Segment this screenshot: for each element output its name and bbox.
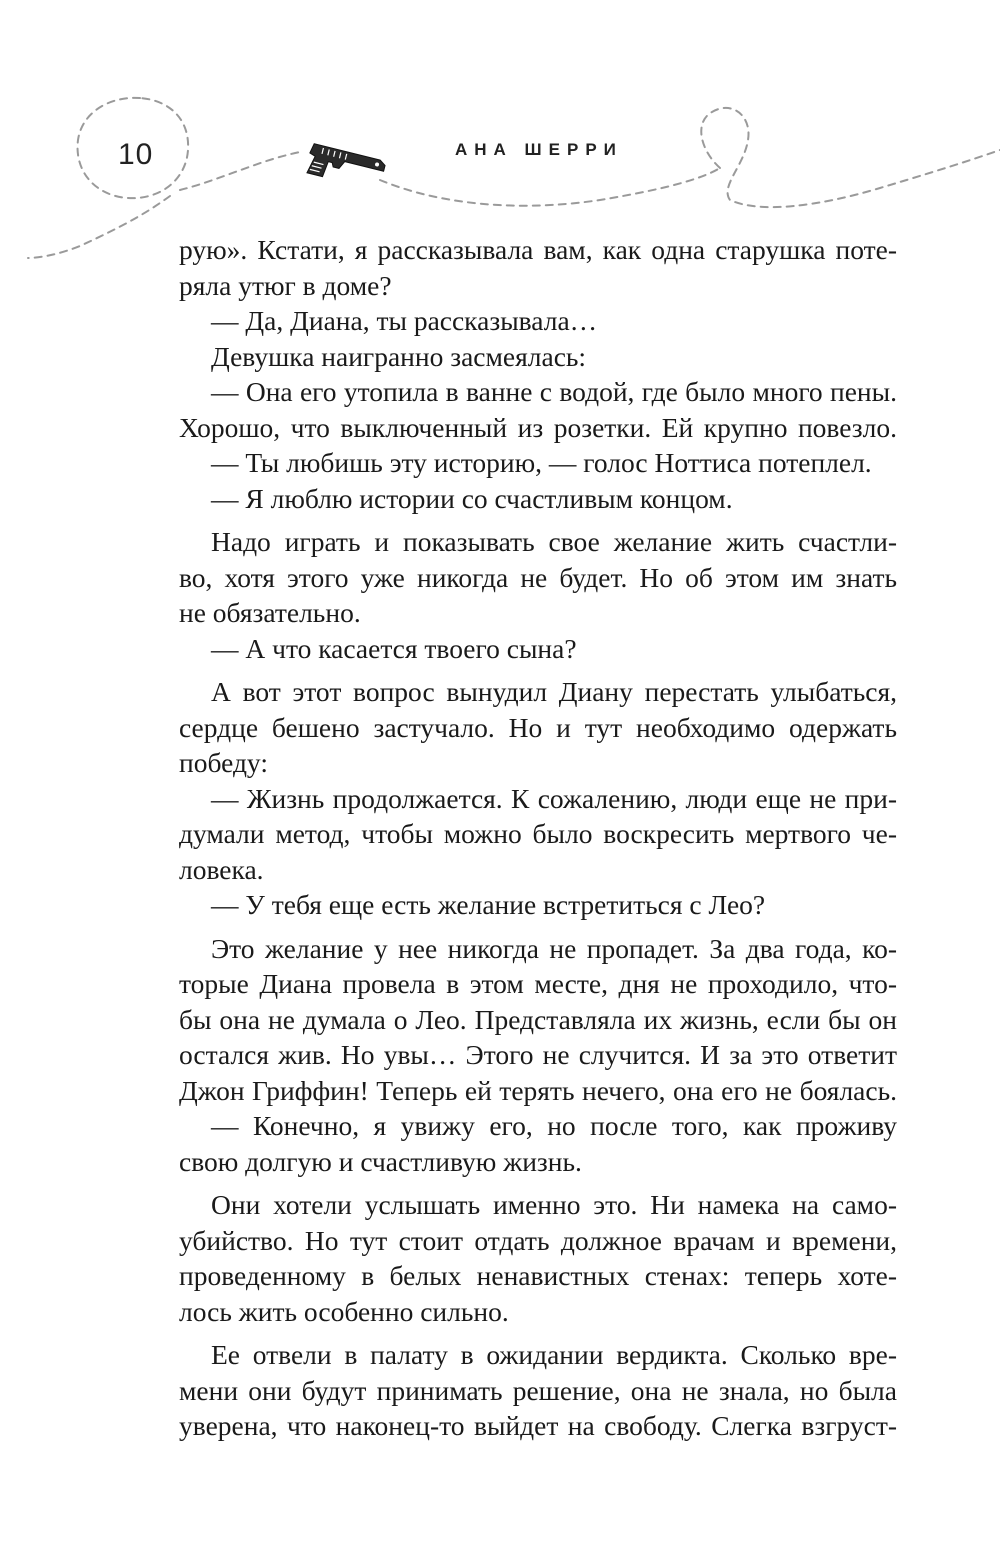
text-line: — Жизнь продолжается. К сожалению, люди еще не при- xyxy=(211,782,897,814)
text-line: мени они будут принимать решение, она не знала, но была xyxy=(179,1374,897,1406)
text-line: думали метод, чтобы можно было воскресить мертвого че- xyxy=(179,818,897,849)
text-line: Они хотели услышать именно это. Ни намека на само- xyxy=(211,1189,897,1220)
text-line: остался жив. Но увы… Этого не случится. И за это ответит xyxy=(179,1039,897,1070)
dashed-trail-left xyxy=(28,196,170,258)
text-line: уверена, что наконец-то выйдет на свободу. Слегка взгруст- xyxy=(179,1410,897,1441)
text-line: — Я люблю истории со счастливым концом. xyxy=(211,482,733,514)
text-line: победу: xyxy=(179,747,268,778)
text-line: проведенному в белых ненавистных стенах: теперь хоте- xyxy=(179,1260,897,1291)
text-line: Ее отвели в палату в ожидании вердикта. Сколько вре- xyxy=(211,1339,897,1370)
text-line: — Да, Диана, ты рассказывала… xyxy=(211,305,598,336)
text-line: ряла утюг в доме? xyxy=(179,269,392,301)
text-line: во, хотя этого уже никогда не будет. Но об этом им знать xyxy=(179,561,897,593)
text-line: Надо играть и показывать свое желание жить счастли- xyxy=(211,526,897,557)
pistol-icon xyxy=(300,140,392,190)
text-line: свою долгую и счастливую жизнь. xyxy=(179,1145,582,1177)
text-line: Хорошо, что выключенный из розетки. Ей крупно повезло. xyxy=(179,411,897,443)
text-line: лось жить особенно сильно. xyxy=(179,1295,509,1327)
text-line: Джон Гриффин! Теперь ей терять нечего, она его не боялась. xyxy=(179,1074,897,1106)
text-line: — Она его утопила в ванне с водой, где было много пены. xyxy=(211,376,897,407)
text-line: Это желание у нее никогда не пропадет. За два года, ко- xyxy=(211,932,897,964)
text-line: рую». Кстати, я рассказывала вам, как одна старушка поте- xyxy=(179,234,897,265)
dashed-trail-middle xyxy=(380,168,720,206)
text-line: А вот этот вопрос вынудил Диану перестать улыбаться, xyxy=(211,676,897,707)
text-line: — Конечно, я увижу его, но после того, как проживу xyxy=(211,1110,897,1141)
dashed-loop-right xyxy=(701,108,1000,207)
text-line: Девушка наигранно засмеялась: xyxy=(211,340,587,372)
text-line: — Ты любишь эту историю, — голос Ноттиса потеплел. xyxy=(211,447,872,478)
text-line: бы она не думала о Лео. Представляла их жизнь, если бы он xyxy=(179,1003,897,1035)
page-number: 10 xyxy=(118,138,154,171)
text-line: — У тебя еще есть желание встретиться с Лео? xyxy=(211,889,766,920)
text-line: убийство. Но тут стоит отдать должное врачам и времени, xyxy=(179,1224,897,1256)
text-line: сердце бешено застучало. Но и тут необходимо одержать xyxy=(179,711,897,743)
dashed-trail-to-gun xyxy=(180,152,300,190)
text-line: торые Диана провела в этом месте, дня не проходило, что- xyxy=(179,968,897,999)
running-header-author: АНА ШЕРРИ xyxy=(455,140,623,159)
text-line: не обязательно. xyxy=(179,597,361,628)
text-line: — А что касается твоего сына? xyxy=(211,632,577,664)
text-line: ловека. xyxy=(179,853,264,885)
body-text xyxy=(179,232,897,1444)
